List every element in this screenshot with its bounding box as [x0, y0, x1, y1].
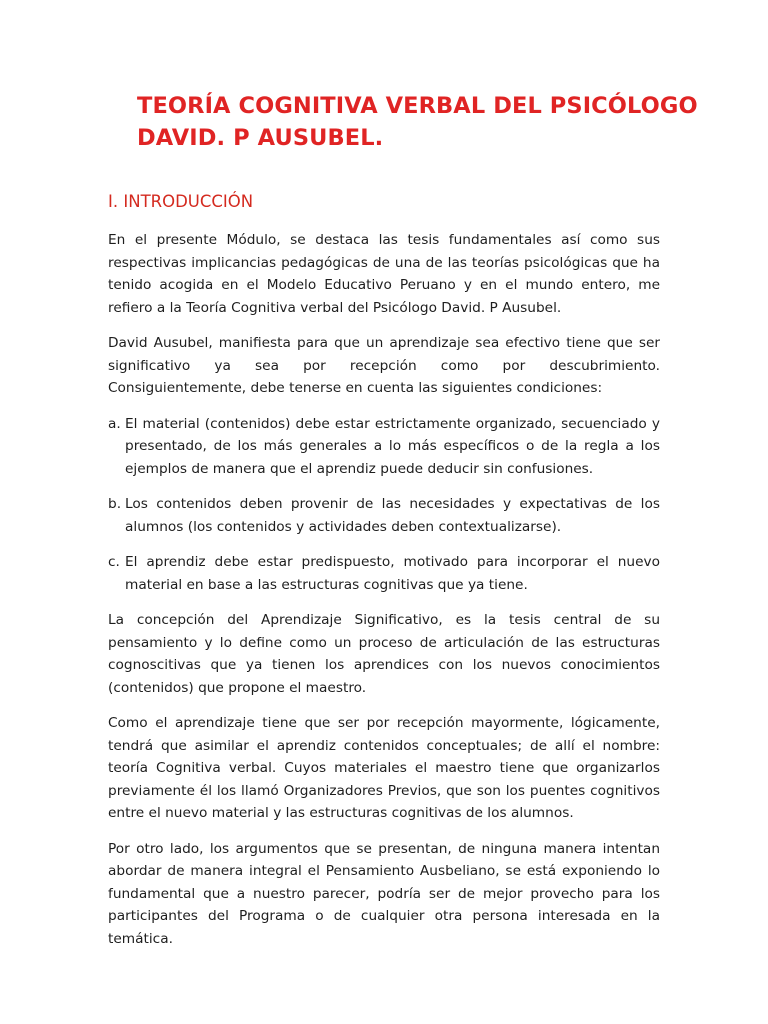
document-body [108, 190, 660, 963]
section-heading: I. INTRODUCCIÓN [108, 192, 254, 211]
document-title: TEORÍA COGNITIVA VERBAL DEL PSICÓLOGO DAVID. P AUSUBEL. [137, 93, 698, 151]
paragraph-verbal-theory: Como el aprendizaje tiene que ser por recepción mayormente, lógicamente, tendrá que asimilar el aprendiz contenidos conceptuales; de allí el nombre: teoría Cognitiva verbal. Cuyos materiales el maestro tiene que organizarlos previamente él los llamó Organizadores Previos, que son los puentes cognitivos entre el nuevo material y las estructuras cognitivas de los alumnos. [108, 715, 660, 821]
list-marker: b. [108, 496, 122, 512]
list-item-text: Los contenidos deben provenir de las necesidades y expectativas de los alumnos (los contenidos y actividades deben contextualizarse). [125, 496, 660, 535]
list-item [108, 413, 660, 481]
conditions-list [108, 413, 660, 597]
list-item [108, 551, 660, 596]
list-marker: c. [108, 554, 120, 570]
paragraph-intro: En el presente Módulo, se destaca las tesis fundamentales así como sus respectivas implicancias pedagógicas de una de las teorías psicológicas que ha tenido acogida en el Modelo Educativo Peruano y en el mundo entero, me refiero a la Teoría Cognitiva verbal del Psicólogo David. P Ausubel. [108, 232, 660, 316]
list-marker: a. [108, 415, 121, 432]
list-item-text: El material (contenidos) debe estar estrictamente organizado, secuenciado y presentado, de los más generales a lo más específicos o de la regla a los ejemplos de manera que el aprendiz puede deducir sin confusiones. [125, 415, 660, 477]
paragraph-significant-learning: La concepción del Aprendizaje Significativo, es la tesis central de su pensamiento y lo define como un proceso de articulación de las estructuras cognoscitivas que ya tienen los aprendices con los nuevos conocimientos (contenidos) que propone el maestro. [108, 612, 660, 696]
list-item-text: El aprendiz debe estar predispuesto, motivado para incorporar el nuevo material en base a las estructuras cognitivas que ya tiene. [125, 554, 660, 593]
paragraph-scope: Por otro lado, los argumentos que se presentan, de ninguna manera intentan abordar de manera integral el Pensamiento Ausbeliano, se está exponiendo lo fundamental que a nuestro parecer, podría ser de mejor provecho para los participantes del Programa o de cualquier otra persona interesada en la temática. [108, 840, 660, 947]
paragraph-conditions-lead: David Ausubel, manifiesta para que un aprendizaje sea efectivo tiene que ser significativo ya sea por recepción como por descubrimiento. Consiguientemente, debe tenerse en cuenta las siguientes condiciones: [108, 335, 660, 396]
list-item [108, 493, 660, 538]
